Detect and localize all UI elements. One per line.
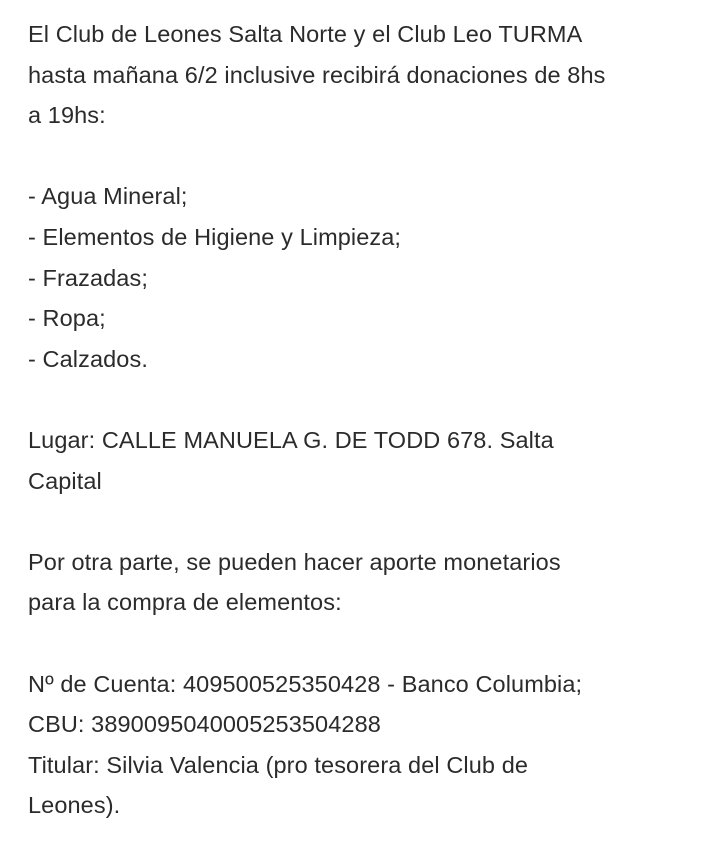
- list-item: - Elementos de Higiene y Limpieza;: [28, 223, 402, 250]
- list-item: - Agua Mineral;: [28, 183, 188, 210]
- intro-line: hasta mañana 6/2 inclusive recibirá donaciones de 8hs: [28, 61, 606, 88]
- donation-items-list: [28, 176, 708, 379]
- account-paragraph: [28, 664, 708, 826]
- location-paragraph: [28, 420, 708, 501]
- location-line: Capital: [28, 467, 102, 494]
- list-item: - Frazadas;: [28, 264, 148, 291]
- location-line: Lugar: CALLE MANUELA G. DE TODD 678. Salta: [28, 426, 554, 453]
- cbu-line: CBU: 3890095040005253504288: [28, 711, 381, 738]
- intro-line: a 19hs:: [28, 102, 106, 129]
- monetary-line: para la compra de elementos:: [28, 589, 342, 616]
- intro-line: El Club de Leones Salta Norte y el Club Leo TURMA: [28, 21, 583, 47]
- monetary-line: Por otra parte, se pueden hacer aporte monetarios: [28, 548, 561, 575]
- document-body: [28, 14, 708, 866]
- list-item: - Calzados.: [28, 345, 148, 372]
- holder-line: Leones).: [28, 792, 121, 819]
- holder-line: Titular: Silvia Valencia (pro tesorera del Club de: [28, 751, 529, 778]
- monetary-paragraph: [28, 542, 708, 623]
- list-item: - Ropa;: [28, 305, 106, 332]
- account-number-line: Nº de Cuenta: 409500525350428 - Banco Columbia;: [28, 670, 583, 697]
- intro-paragraph: [28, 14, 708, 136]
